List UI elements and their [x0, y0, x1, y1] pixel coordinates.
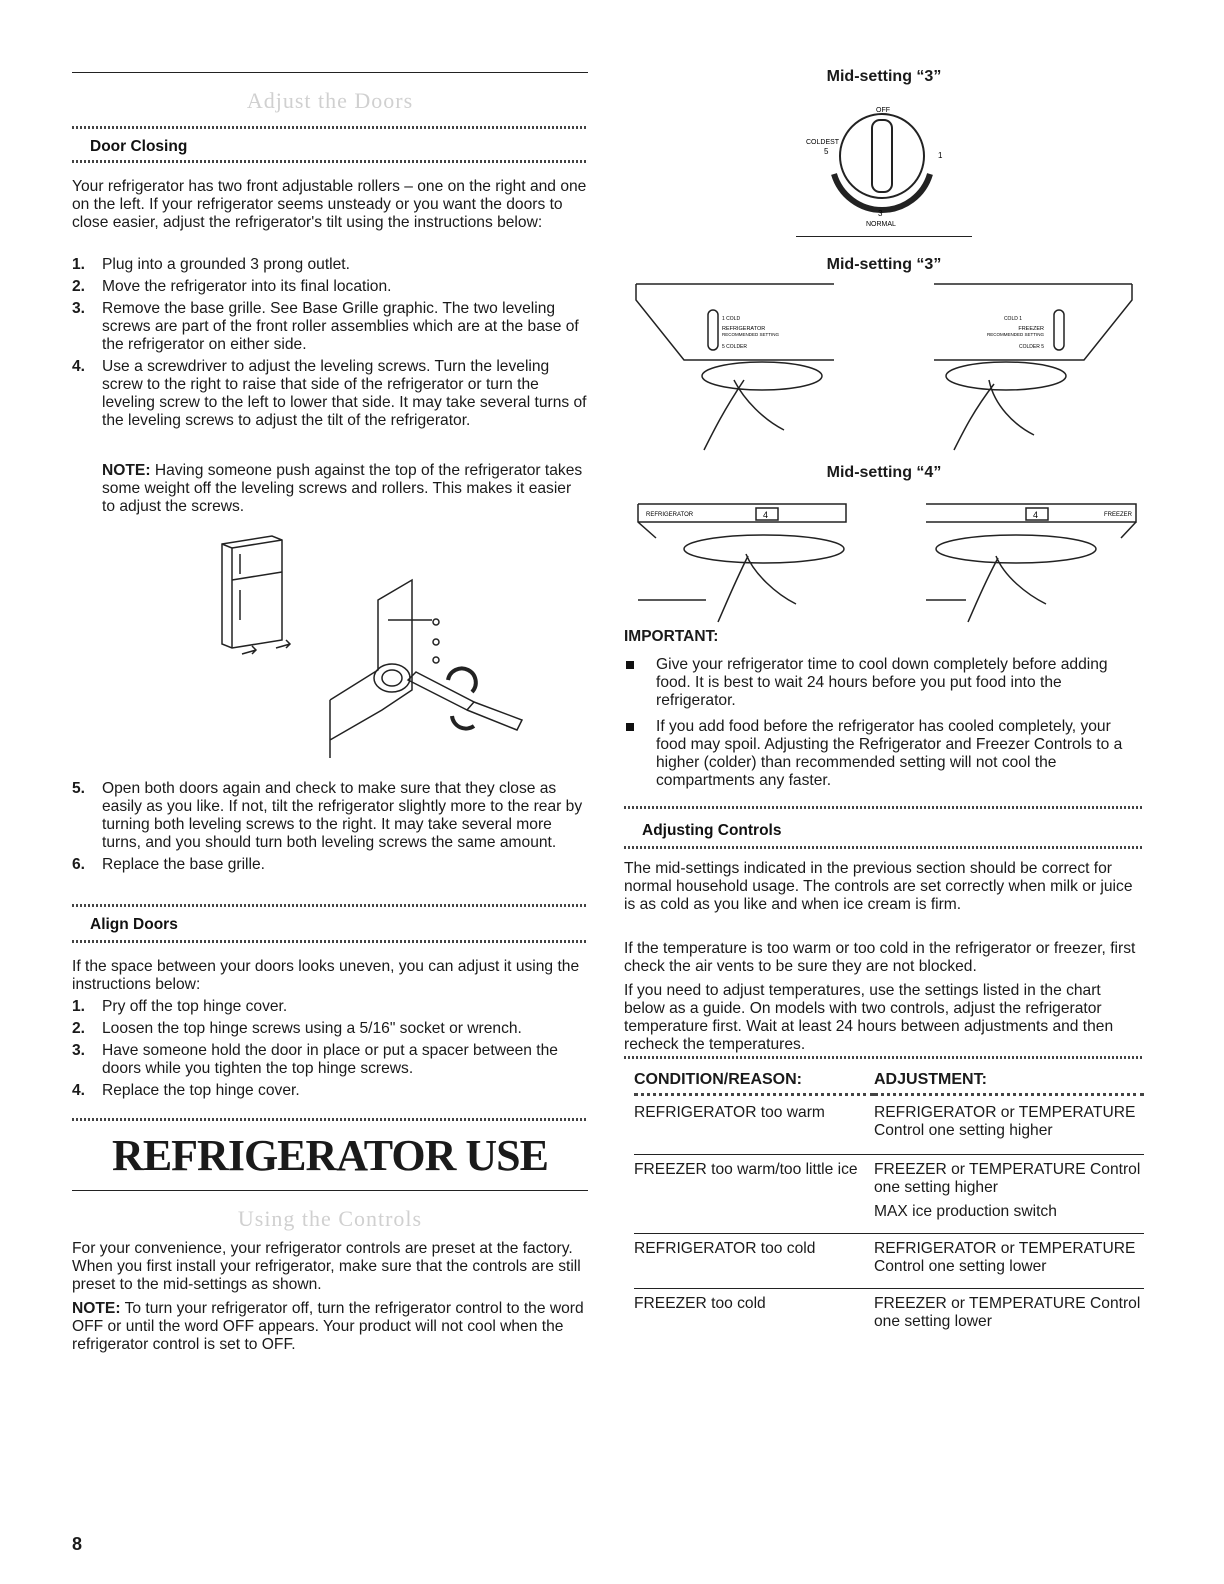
panel-label-colder-right: COLDER 5 — [1018, 344, 1044, 350]
slider-label-refrigerator: REFRIGERATOR — [646, 512, 694, 518]
table-cell-adjustment: REFRIGERATOR or TEMPERATURE Control one setting higher — [874, 1103, 1136, 1139]
panel-label-recommended: RECOMMENDED SETTING — [722, 332, 780, 337]
caption-mid-setting-4: Mid-setting “4” — [826, 464, 942, 481]
temperature-dial-illustration — [794, 96, 994, 236]
table-cell-adjustment — [874, 1154, 1144, 1233]
panel-label-colder: 5 COLDER — [722, 344, 748, 350]
door-closing-note: NOTE: Having someone push against the top of the refrigerator takes some weight off the leveling screws and rollers. This makes it easier to adjust the screws. — [102, 462, 583, 515]
dotted-divider — [72, 126, 588, 129]
table-cell-adjustment: FREEZER or TEMPERATURE Control one setting lower — [874, 1294, 1141, 1330]
table-cell-adjustment-extra: MAX ice production switch — [874, 1202, 1057, 1220]
table-cell-condition: REFRIGERATOR too cold — [634, 1239, 816, 1257]
table-header-condition: CONDITION/REASON: — [634, 1071, 802, 1089]
door-closing-steps — [72, 256, 588, 434]
dial-label-coldest: COLDEST — [806, 139, 840, 146]
slider-label-freezer: FREEZER — [1103, 512, 1132, 518]
main-title: REFRIGERATOR USE — [112, 1131, 548, 1180]
table-row — [634, 1094, 1144, 1154]
panel-label-cold: 1 COLD — [722, 316, 741, 322]
caption-mid-setting-3-panel: Mid-setting “3” — [826, 256, 942, 273]
section-title-using-controls: Using the Controls — [237, 1206, 423, 1231]
slider-value-left: 4 — [763, 510, 769, 520]
dial-label-off: OFF — [876, 107, 890, 114]
dial-label-normal: NORMAL — [866, 221, 896, 228]
adjusting-controls-heading: Adjusting Controls — [642, 822, 782, 839]
dotted-divider — [72, 904, 588, 907]
list-item: Give your refrigerator time to cool down completely before adding food. It is best to wait 24 hours before you put food into the refrigerator. — [624, 656, 1144, 710]
caption-mid-setting-3-dial: Mid-setting “3” — [826, 68, 942, 85]
table-cell-adjustment: REFRIGERATOR or TEMPERATURE Control one setting lower — [874, 1239, 1136, 1275]
adjusting-paragraph-2: If the temperature is too warm or too cold in the refrigerator or freezer, first check the air vents to be sure they are not blocked. — [624, 940, 1136, 975]
list-item: 4. Replace the top hinge cover. — [72, 1082, 300, 1099]
table-cell-adjustment-text: FREEZER or TEMPERATURE Control one setting higher — [874, 1160, 1141, 1196]
controls-paragraph: For your convenience, your refrigerator controls are preset at the factory. When you first install your refrigerator, make sure that the controls are still preset to the mid-settings as shown. — [72, 1240, 581, 1293]
table-row — [634, 1154, 1144, 1233]
door-closing-steps-continued — [72, 780, 588, 878]
panel-label-freezer: FREEZER — [1018, 326, 1044, 332]
list-item: 3. Remove the base grille. See Base Grille graphic. The two leveling screws are part of the front roller assemblies which are at the base of the refrigerator on either side. — [72, 300, 579, 353]
panel-label-refrigerator: REFRIGERATOR — [722, 326, 766, 332]
list-item: 5. Open both doors again and check to make sure that they close as easily as you like. If not, tilt the refrigerator slightly more to the rear by turning both leveling screws to the right. It may take several more turns, and you should turn both leveling screws the same amount. — [72, 780, 583, 851]
align-doors-heading: Align Doors — [90, 916, 178, 933]
title-rule — [72, 1190, 588, 1191]
page-number: 8 — [72, 1534, 83, 1554]
table-cell-condition: FREEZER too warm/too little ice — [634, 1160, 858, 1178]
table-cell-condition: FREEZER too cold — [634, 1294, 766, 1312]
important-list — [624, 656, 1144, 798]
dotted-divider — [624, 846, 1144, 849]
top-rule — [72, 72, 588, 73]
adjusting-paragraph-3: If you need to adjust temperatures, use the settings listed in the chart below as a guide. On models with two controls, adjust the refrigerator temperature first. Wait at least 24 hours between adjustments and then recheck the temperatures. — [624, 982, 1114, 1053]
list-item: 3. Have someone hold the door in place or put a spacer between the doors while you tighten the top hinge screws. — [72, 1042, 558, 1077]
align-doors-steps — [72, 998, 588, 1104]
align-doors-intro: If the space between your doors looks uneven, you can adjust it using the instructions below: — [72, 958, 580, 993]
table-row — [634, 1233, 1144, 1288]
slider-value-right: 4 — [1033, 510, 1039, 520]
dial-label-3: 3 — [878, 209, 883, 218]
important-label: IMPORTANT: — [624, 628, 719, 645]
list-item: If you add food before the refrigerator has cooled completely, your food may spoil. Adjusting the Refrigerator and Freezer Controls to a higher (colder) than recommended setting will not cool the compartments any faster. — [624, 718, 1144, 790]
adjustment-table — [634, 1068, 1144, 1331]
panel-label-recommended-right: RECOMMENDED SETTING — [986, 332, 1044, 337]
dotted-divider — [624, 806, 1144, 809]
dotted-divider — [72, 160, 588, 163]
slider-controls-illustration — [636, 494, 1146, 624]
table-cell-condition: REFRIGERATOR too warm — [634, 1103, 825, 1121]
control-panel-illustration — [634, 280, 1144, 460]
list-item: 1. Plug into a grounded 3 prong outlet. — [72, 256, 350, 273]
leveling-screw-illustration — [212, 530, 532, 760]
door-closing-intro: Your refrigerator has two front adjustable rollers – one on the right and one on the left. If your refrigerator seems unsteady or you want the doors to close easier, adjust the refrigerator's tilt using the instructions below: — [72, 178, 587, 231]
dial-underline — [796, 236, 972, 237]
dotted-divider — [624, 1056, 1144, 1059]
adjusting-paragraph-1: The mid-settings indicated in the previous section should be correct for normal household usage. The controls are set correctly when milk or juice is as cold as you like and when ice cream is firm. — [624, 860, 1133, 913]
list-item: 2. Loosen the top hinge screws using a 5/16" socket or wrench. — [72, 1020, 522, 1037]
dotted-divider — [72, 1118, 588, 1121]
dial-label-1: 1 — [938, 151, 943, 160]
list-item: 2. Move the refrigerator into its final location. — [72, 278, 392, 295]
dotted-divider — [72, 940, 588, 943]
table-header-adjustment: ADJUSTMENT: — [874, 1071, 987, 1089]
table-row — [634, 1288, 1144, 1331]
section-title-adjust-doors: Adjust the Doors — [246, 88, 414, 113]
dial-label-5: 5 — [824, 147, 829, 156]
controls-note: NOTE: To turn your refrigerator off, turn the refrigerator control to the word OFF or until the word OFF appears. Your product will not cool when the refrigerator control is set to OFF. — [72, 1300, 584, 1353]
list-item: 4. Use a screwdriver to adjust the leveling screws. Turn the leveling screw to the right to raise that side of the refrigerator or turn the leveling screw to the left to lower that side. It may take several turns of the leveling screws to adjust the tilt of the refrigerator. — [72, 358, 587, 429]
list-item: 1. Pry off the top hinge cover. — [72, 998, 288, 1015]
door-closing-heading: Door Closing — [90, 138, 188, 155]
list-item: 6. Replace the base grille. — [72, 856, 265, 873]
panel-label-cold-right: COLD 1 — [1003, 316, 1022, 322]
